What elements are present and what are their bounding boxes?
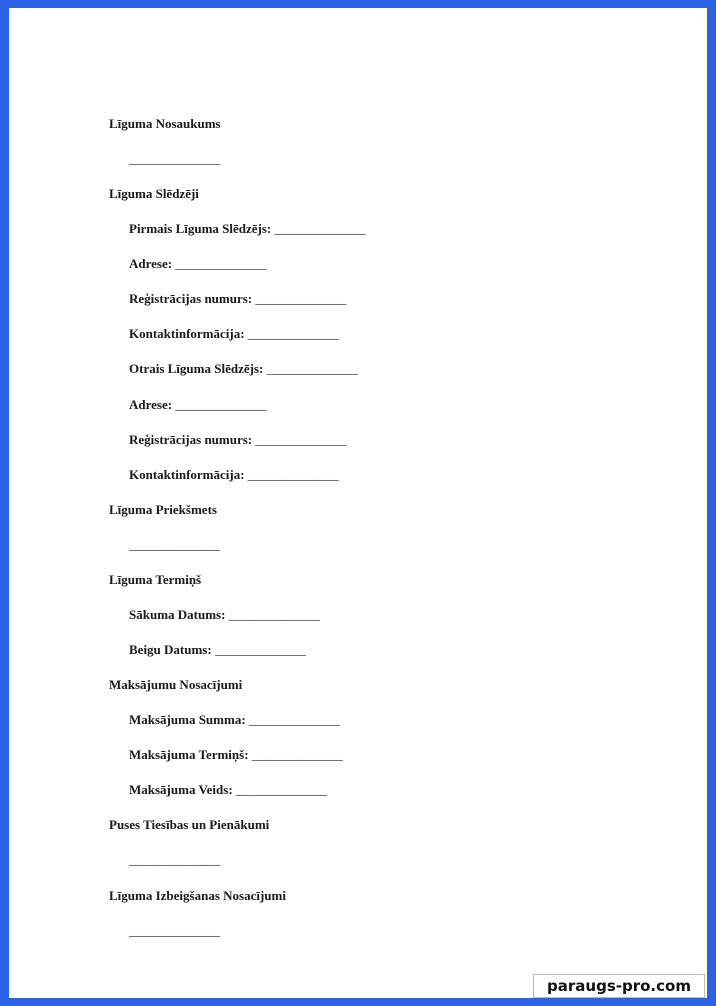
section-heading: Līguma Termiņš [109,571,202,587]
field-label: Beigu Datums: [129,642,215,658]
fill-in-blank[interactable]: ______________ [255,291,347,307]
fill-in-blank[interactable]: ______________ [129,151,220,166]
fill-in-blank[interactable]: ______________ [235,782,327,798]
fill-in-blank[interactable]: ______________ [248,712,340,728]
document-page [9,8,707,998]
form-field-line [109,281,669,316]
fill-in-blank[interactable]: ______________ [129,536,220,552]
form-field-line [109,316,669,351]
form-field-line [109,211,669,246]
field-label: Pirmais Līguma Slēdzējs: [129,221,275,237]
form-field-line [109,387,669,422]
field-label: Otrais Līguma Slēdzējs: [129,361,267,377]
section-heading: Līguma Priekšmets [109,501,217,517]
field-label: Adrese: [129,256,176,272]
form-field-line [109,422,669,457]
section-heading: Līguma Nosaukums [109,116,221,131]
form-field-line [109,141,669,176]
form-field-line [109,597,669,632]
fill-in-blank[interactable]: ______________ [266,361,358,377]
form-field-line [109,457,669,492]
fill-in-blank[interactable]: ______________ [175,256,267,272]
form-field-line [109,737,669,772]
field-label: Adrese: [129,396,176,412]
form-field-line [109,527,669,562]
section-heading: Maksājumu Nosacījumi [109,677,243,693]
field-label: Kontaktinformācija: [129,466,248,482]
field-label: Maksājuma Summa: [129,712,249,728]
field-label: Sākuma Datums: [129,606,229,622]
section-heading: Līguma Slēdzēji [109,186,199,202]
fill-in-blank[interactable]: ______________ [129,922,220,938]
form-field-line [109,246,669,281]
fill-in-blank[interactable]: ______________ [214,642,306,658]
fill-in-blank[interactable]: ______________ [129,852,220,868]
form-field-line [109,702,669,737]
fill-in-blank[interactable]: ______________ [228,606,320,622]
form-field-line [109,351,669,386]
form-field-line [109,632,669,667]
document-content [109,106,669,948]
watermark: paraugs-pro.com [533,974,705,998]
section-heading: Puses Tiesības un Pienākumi [109,817,270,833]
field-label: Maksājuma Veids: [129,782,236,798]
form-field-line [109,772,669,807]
fill-in-blank[interactable]: ______________ [247,326,339,342]
field-label: Maksājuma Termiņš: [129,747,252,763]
section-heading: Līguma Izbeigšanas Nosacījumi [109,887,286,903]
fill-in-blank[interactable]: ______________ [255,431,347,447]
fill-in-blank[interactable]: ______________ [247,466,339,482]
fill-in-blank[interactable]: ______________ [274,221,366,237]
form-field-line [109,842,669,877]
fill-in-blank[interactable]: ______________ [175,396,267,412]
fill-in-blank[interactable]: ______________ [251,747,343,763]
field-label: Reģistrācijas numurs: [129,431,256,447]
field-label: Kontaktinformācija: [129,326,248,342]
form-field-line [109,913,669,948]
field-label: Reģistrācijas numurs: [129,291,256,307]
